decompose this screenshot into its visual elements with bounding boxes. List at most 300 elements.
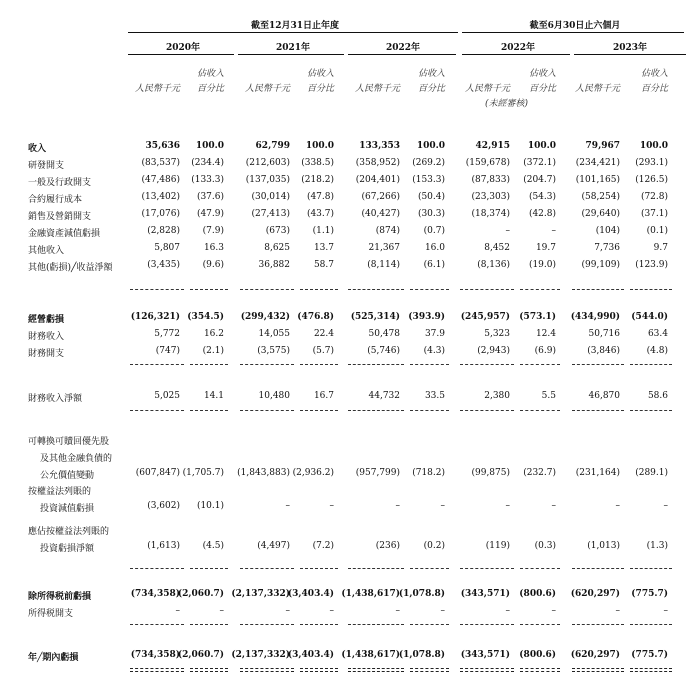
row-label: 及其他金融負債的 [40, 454, 113, 464]
cell-percent: – [551, 606, 556, 616]
cell-percent: (232.7) [523, 468, 556, 478]
subheader-rmb-2022h: 人民幣千元 [464, 84, 510, 94]
cell-percent: (269.2) [412, 158, 445, 168]
cell-percent: (47.9) [196, 209, 224, 219]
subtotal-rule [240, 364, 294, 365]
cell-amount: (2,943) [477, 346, 510, 356]
year-rule-2022 [348, 54, 456, 55]
cell-amount: (13,402) [141, 192, 180, 202]
cell-amount: 10,480 [258, 391, 290, 401]
cell-percent: (1.1) [312, 226, 334, 236]
cell-percent: 14.1 [203, 391, 224, 401]
cell-amount: (99,109) [581, 260, 620, 270]
subheader-pct-top-2021: 佔收入 [306, 69, 334, 79]
subtotal-rule [410, 289, 449, 290]
cell-percent: (54.3) [528, 192, 556, 202]
cell-amount: (245,957) [460, 312, 510, 322]
subheader-pct-bottom-2022h: 百分比 [528, 84, 556, 94]
cell-percent: 63.4 [647, 329, 668, 339]
row-label: 應佔按權益法列賬的 [28, 527, 110, 537]
cell-percent: (6.1) [423, 260, 445, 270]
total-double-rule [410, 668, 449, 669]
total-double-rule [460, 668, 514, 669]
cell-amount: (104) [595, 226, 620, 236]
cell-amount: (620,297) [570, 650, 620, 660]
cell-percent: (1,078.8) [398, 650, 445, 660]
cell-percent: (0.1) [646, 226, 668, 236]
header-year-group: 截至12月31日止年度 [250, 21, 340, 31]
cell-amount: (18,374) [471, 209, 510, 219]
year-rule-2021 [238, 54, 344, 55]
cell-percent: (5.7) [312, 346, 334, 356]
cell-percent: (153.3) [412, 175, 445, 185]
subtotal-rule [190, 568, 228, 569]
cell-amount: 36,882 [258, 260, 290, 270]
subtotal-rule [460, 624, 514, 625]
cell-amount: – [285, 501, 290, 511]
subtotal-rule [300, 624, 338, 625]
cell-amount: (29,640) [581, 209, 620, 219]
cell-percent: (0.2) [423, 541, 445, 551]
row-label: 其他收入 [28, 246, 65, 256]
cell-amount: (874) [375, 226, 400, 236]
subtotal-rule [520, 364, 560, 365]
cell-percent: (204.7) [523, 175, 556, 185]
cell-percent: (9.6) [202, 260, 224, 270]
subtotal-rule [460, 568, 514, 569]
subheader-pct-top-2022: 佔收入 [417, 69, 445, 79]
subtotal-rule [520, 289, 560, 290]
year-2022: 2022年 [385, 43, 421, 53]
subheader-rmb-2020: 人民幣千元 [134, 84, 180, 94]
subheader-rmb-2021: 人民幣千元 [244, 84, 290, 94]
row-label: 年╱期內虧損 [28, 653, 79, 663]
cell-percent: (573.1) [519, 312, 556, 322]
cell-percent: 100.0 [527, 141, 556, 151]
cell-percent: (293.1) [635, 158, 668, 168]
cell-amount: (299,432) [240, 312, 290, 322]
cell-percent: (234.4) [191, 158, 224, 168]
subtotal-rule [240, 624, 294, 625]
cell-amount: (3,846) [587, 346, 620, 356]
cell-amount: 79,967 [585, 141, 620, 151]
cell-percent: – [551, 226, 556, 236]
cell-percent: (718.2) [412, 468, 445, 478]
cell-percent: (1,078.8) [398, 589, 445, 599]
row-label: 其他(虧損)╱收益淨額 [28, 263, 113, 273]
total-double-rule [348, 671, 404, 672]
cell-amount: 5,772 [154, 329, 180, 339]
cell-percent: (4.5) [202, 541, 224, 551]
subtotal-rule [630, 568, 672, 569]
header-half-group: 截至6月30日止六個月 [529, 21, 621, 31]
cell-percent: – [663, 501, 668, 511]
cell-amount: (23,303) [471, 192, 510, 202]
cell-amount: (126,321) [130, 312, 180, 322]
subtotal-rule [240, 568, 294, 569]
cell-amount: (204,401) [355, 175, 400, 185]
cell-amount: (434,990) [570, 312, 620, 322]
subtotal-rule [348, 624, 404, 625]
cell-amount: 50,478 [368, 329, 400, 339]
cell-percent: 9.7 [653, 243, 668, 253]
cell-amount: 133,353 [359, 141, 400, 151]
cell-amount: – [395, 501, 400, 511]
cell-amount: 62,799 [255, 141, 290, 151]
cell-percent: (43.7) [306, 209, 334, 219]
cell-amount: (99,875) [471, 468, 510, 478]
cell-amount: (673) [265, 226, 290, 236]
row-label: 投資虧損淨額 [40, 544, 95, 554]
cell-percent: (775.7) [631, 589, 668, 599]
cell-amount: (2,828) [147, 226, 180, 236]
total-double-rule [520, 668, 560, 669]
subtotal-rule [300, 568, 338, 569]
cell-percent: 16.3 [203, 243, 224, 253]
cell-amount: (607,847) [135, 468, 180, 478]
total-double-rule [300, 668, 338, 669]
cell-amount: 44,732 [368, 391, 400, 401]
cell-percent: (1,705.7) [182, 468, 224, 478]
cell-amount: – [395, 606, 400, 616]
cell-amount: (58,254) [581, 192, 620, 202]
cell-amount: (343,571) [460, 589, 510, 599]
cell-amount: – [505, 606, 510, 616]
cell-amount: 46,870 [588, 391, 620, 401]
cell-percent: (2,060.7) [177, 650, 224, 660]
header-half-group-rule [462, 32, 684, 33]
cell-amount: 2,380 [484, 391, 510, 401]
subtotal-rule [130, 568, 184, 569]
header-year-group-rule [128, 32, 458, 33]
row-label: 所得税開支 [28, 609, 74, 619]
cell-amount: (734,358) [130, 650, 180, 660]
subtotal-rule [410, 568, 449, 569]
cell-percent: (50.4) [417, 192, 445, 202]
cell-percent: (2.1) [202, 346, 224, 356]
cell-amount: – [615, 501, 620, 511]
total-double-rule [240, 668, 294, 669]
cell-percent: (42.8) [528, 209, 556, 219]
subtotal-rule [348, 289, 404, 290]
cell-percent: 58.7 [313, 260, 334, 270]
subtotal-rule [130, 410, 184, 411]
cell-percent: (7.9) [202, 226, 224, 236]
cell-amount: – [615, 606, 620, 616]
row-label: 銷售及營銷開支 [28, 212, 92, 222]
subtotal-rule [520, 568, 560, 569]
cell-percent: 19.7 [535, 243, 556, 253]
total-double-rule [190, 671, 228, 672]
cell-percent: (19.0) [528, 260, 556, 270]
subtotal-rule [348, 410, 404, 411]
cell-amount: (620,297) [570, 589, 620, 599]
cell-amount: (3,435) [147, 260, 180, 270]
subheader-pct-bottom-2023h: 百分比 [640, 84, 668, 94]
cell-amount: (234,421) [575, 158, 620, 168]
cell-amount: 8,625 [264, 243, 290, 253]
subheader-pct-top-2020: 佔收入 [196, 69, 224, 79]
subtotal-rule [348, 364, 404, 365]
cell-amount: 5,025 [154, 391, 180, 401]
subheader-pct-bottom-2022: 百分比 [417, 84, 445, 94]
subtotal-rule [190, 410, 228, 411]
cell-amount: (87,833) [471, 175, 510, 185]
cell-percent: (2,060.7) [177, 589, 224, 599]
cell-percent: 33.5 [424, 391, 445, 401]
cell-amount: 5,807 [154, 243, 180, 253]
subtotal-rule [630, 624, 672, 625]
row-label: 投資減值虧損 [40, 504, 95, 514]
cell-amount: (957,799) [355, 468, 400, 478]
subtotal-rule [630, 364, 672, 365]
total-double-rule [630, 671, 672, 672]
subtotal-rule [630, 289, 672, 290]
cell-percent: (2,936.2) [292, 468, 334, 478]
cell-percent: 5.5 [541, 391, 556, 401]
row-label: 一般及行政開支 [28, 178, 92, 188]
cell-amount: (30,014) [251, 192, 290, 202]
subtotal-rule [130, 624, 184, 625]
cell-percent: (10.1) [196, 501, 224, 511]
cell-percent: – [440, 606, 445, 616]
cell-percent: (47.8) [306, 192, 334, 202]
row-label: 財務收入淨額 [28, 394, 83, 404]
total-double-rule [348, 668, 404, 669]
total-double-rule [572, 668, 624, 669]
cell-amount: (2,137,332) [231, 589, 290, 599]
subheader-rmb-2022: 人民幣千元 [354, 84, 400, 94]
subheader-pct-top-2023h: 佔收入 [640, 69, 668, 79]
cell-percent: (123.9) [635, 260, 668, 270]
cell-percent: – [663, 606, 668, 616]
cell-amount: 8,452 [484, 243, 510, 253]
cell-percent: (133.3) [191, 175, 224, 185]
subtotal-rule [348, 568, 404, 569]
subtotal-rule [240, 289, 294, 290]
cell-amount: (8,136) [477, 260, 510, 270]
row-label: 合約履行成本 [28, 195, 83, 205]
cell-percent: 100.0 [305, 141, 334, 151]
cell-amount: (1,613) [147, 541, 180, 551]
cell-percent: (7.2) [312, 541, 334, 551]
subtotal-rule [572, 289, 624, 290]
year-2021: 2021年 [275, 43, 311, 53]
cell-percent: (0.7) [423, 226, 445, 236]
cell-percent: (126.5) [635, 175, 668, 185]
subtotal-rule [410, 410, 449, 411]
cell-percent: – [440, 501, 445, 511]
cell-percent: 16.2 [203, 329, 224, 339]
cell-percent: 37.9 [424, 329, 445, 339]
row-label: 收入 [28, 144, 47, 154]
year-rule-2022-half [462, 54, 570, 55]
cell-amount: (4,497) [257, 541, 290, 551]
subtotal-rule [410, 624, 449, 625]
subheader-rmb-2023h: 人民幣千元 [574, 84, 620, 94]
cell-amount: (40,427) [361, 209, 400, 219]
cell-amount: (1,843,883) [237, 468, 290, 478]
cell-amount: (212,603) [245, 158, 290, 168]
cell-percent: 58.6 [647, 391, 668, 401]
cell-percent: 12.4 [535, 329, 556, 339]
subheader-pct-bottom-2020: 百分比 [196, 84, 224, 94]
cell-percent: (218.2) [301, 175, 334, 185]
year-2023-half: 2023年 [612, 43, 648, 53]
year-2020: 2020年 [165, 43, 201, 53]
cell-amount: 21,367 [368, 243, 400, 253]
cell-amount: (236) [375, 541, 400, 551]
cell-amount: (119) [485, 541, 510, 551]
cell-percent: 16.7 [313, 391, 334, 401]
cell-percent: – [219, 606, 224, 616]
cell-amount: (1,438,617) [341, 650, 400, 660]
subtotal-rule [460, 410, 514, 411]
row-label: 公允價值變動 [40, 471, 95, 481]
cell-amount: (343,571) [460, 650, 510, 660]
cell-percent: 13.7 [313, 243, 334, 253]
cell-amount: – [285, 606, 290, 616]
cell-amount: (2,137,332) [231, 650, 290, 660]
year-rule-2023-half [574, 54, 686, 55]
cell-percent: (0.3) [534, 541, 556, 551]
cell-percent: 100.0 [195, 141, 224, 151]
cell-percent: (544.0) [631, 312, 668, 322]
subtotal-rule [410, 364, 449, 365]
subtotal-rule [630, 410, 672, 411]
subheader-unaudited: (未經審核) [484, 99, 528, 109]
total-double-rule [630, 668, 672, 669]
subtotal-rule [300, 289, 338, 290]
cell-percent: – [329, 501, 334, 511]
total-double-rule [130, 671, 184, 672]
cell-percent: (354.5) [187, 312, 224, 322]
cell-percent: 22.4 [313, 329, 334, 339]
subtotal-rule [520, 624, 560, 625]
cell-amount: (67,266) [361, 192, 400, 202]
cell-amount: (8,114) [367, 260, 400, 270]
row-label: 財務開支 [28, 349, 65, 359]
total-double-rule [190, 668, 228, 669]
cell-percent: 100.0 [639, 141, 668, 151]
total-double-rule [520, 671, 560, 672]
cell-percent: (800.6) [519, 650, 556, 660]
cell-percent: (775.7) [631, 650, 668, 660]
cell-amount: (3,602) [147, 501, 180, 511]
cell-amount: (137,035) [245, 175, 290, 185]
cell-amount: (1,013) [587, 541, 620, 551]
cell-percent: (338.5) [301, 158, 334, 168]
row-label: 除所得税前虧損 [28, 592, 92, 602]
subtotal-rule [130, 364, 184, 365]
row-label: 可轉換可贖回優先股 [28, 437, 110, 447]
year-2022-half: 2022年 [500, 43, 536, 53]
subtotal-rule [300, 410, 338, 411]
subtotal-rule [572, 568, 624, 569]
row-label: 研發開支 [28, 161, 65, 171]
cell-percent: (1.3) [646, 541, 668, 551]
cell-amount: 42,915 [475, 141, 510, 151]
cell-amount: (5,746) [367, 346, 400, 356]
subtotal-rule [190, 364, 228, 365]
subheader-pct-bottom-2021: 百分比 [306, 84, 334, 94]
cell-percent: (37.1) [640, 209, 668, 219]
cell-amount: – [505, 226, 510, 236]
cell-amount: (47,486) [141, 175, 180, 185]
cell-amount: (27,413) [251, 209, 290, 219]
cell-amount: 5,323 [484, 329, 510, 339]
total-double-rule [460, 671, 514, 672]
cell-amount: – [175, 606, 180, 616]
cell-amount: (3,575) [257, 346, 290, 356]
cell-amount: (358,952) [355, 158, 400, 168]
subheader-pct-top-2022h: 佔收入 [528, 69, 556, 79]
subtotal-rule [572, 410, 624, 411]
subtotal-rule [190, 289, 228, 290]
cell-amount: – [505, 501, 510, 511]
cell-percent: (4.3) [423, 346, 445, 356]
cell-percent: – [329, 606, 334, 616]
subtotal-rule [572, 364, 624, 365]
subtotal-rule [300, 364, 338, 365]
cell-percent: (476.8) [297, 312, 334, 322]
year-rule-2020 [128, 54, 234, 55]
subtotal-rule [520, 410, 560, 411]
total-double-rule [130, 668, 184, 669]
total-double-rule [300, 671, 338, 672]
total-double-rule [410, 671, 449, 672]
cell-percent: (289.1) [635, 468, 668, 478]
cell-amount: 7,736 [594, 243, 620, 253]
total-double-rule [572, 671, 624, 672]
row-label: 按權益法列賬的 [28, 487, 92, 497]
cell-amount: (231,164) [575, 468, 620, 478]
row-label: 財務收入 [28, 332, 65, 342]
row-label: 金融資產減值虧損 [28, 229, 101, 239]
cell-percent: (72.8) [640, 192, 668, 202]
cell-amount: 35,636 [145, 141, 180, 151]
cell-amount: (159,678) [465, 158, 510, 168]
cell-amount: 50,716 [588, 329, 620, 339]
subtotal-rule [460, 289, 514, 290]
cell-percent: 16.0 [424, 243, 445, 253]
cell-percent: (3,403.4) [287, 650, 334, 660]
cell-percent: – [551, 501, 556, 511]
cell-percent: (37.6) [196, 192, 224, 202]
subtotal-rule [240, 410, 294, 411]
cell-percent: 100.0 [416, 141, 445, 151]
subtotal-rule [572, 624, 624, 625]
cell-percent: (6.9) [534, 346, 556, 356]
cell-amount: (83,537) [141, 158, 180, 168]
cell-amount: (1,438,617) [341, 589, 400, 599]
cell-percent: (800.6) [519, 589, 556, 599]
row-label: 經營虧損 [28, 315, 65, 325]
subtotal-rule [460, 364, 514, 365]
cell-amount: 14,055 [258, 329, 290, 339]
subtotal-rule [130, 289, 184, 290]
cell-percent: (30.3) [417, 209, 445, 219]
cell-amount: (747) [155, 346, 180, 356]
cell-percent: (3,403.4) [287, 589, 334, 599]
cell-percent: (393.9) [408, 312, 445, 322]
cell-amount: (17,076) [141, 209, 180, 219]
cell-percent: (4.8) [646, 346, 668, 356]
subtotal-rule [190, 624, 228, 625]
cell-amount: (101,165) [575, 175, 620, 185]
cell-amount: (734,358) [130, 589, 180, 599]
cell-percent: (372.1) [523, 158, 556, 168]
